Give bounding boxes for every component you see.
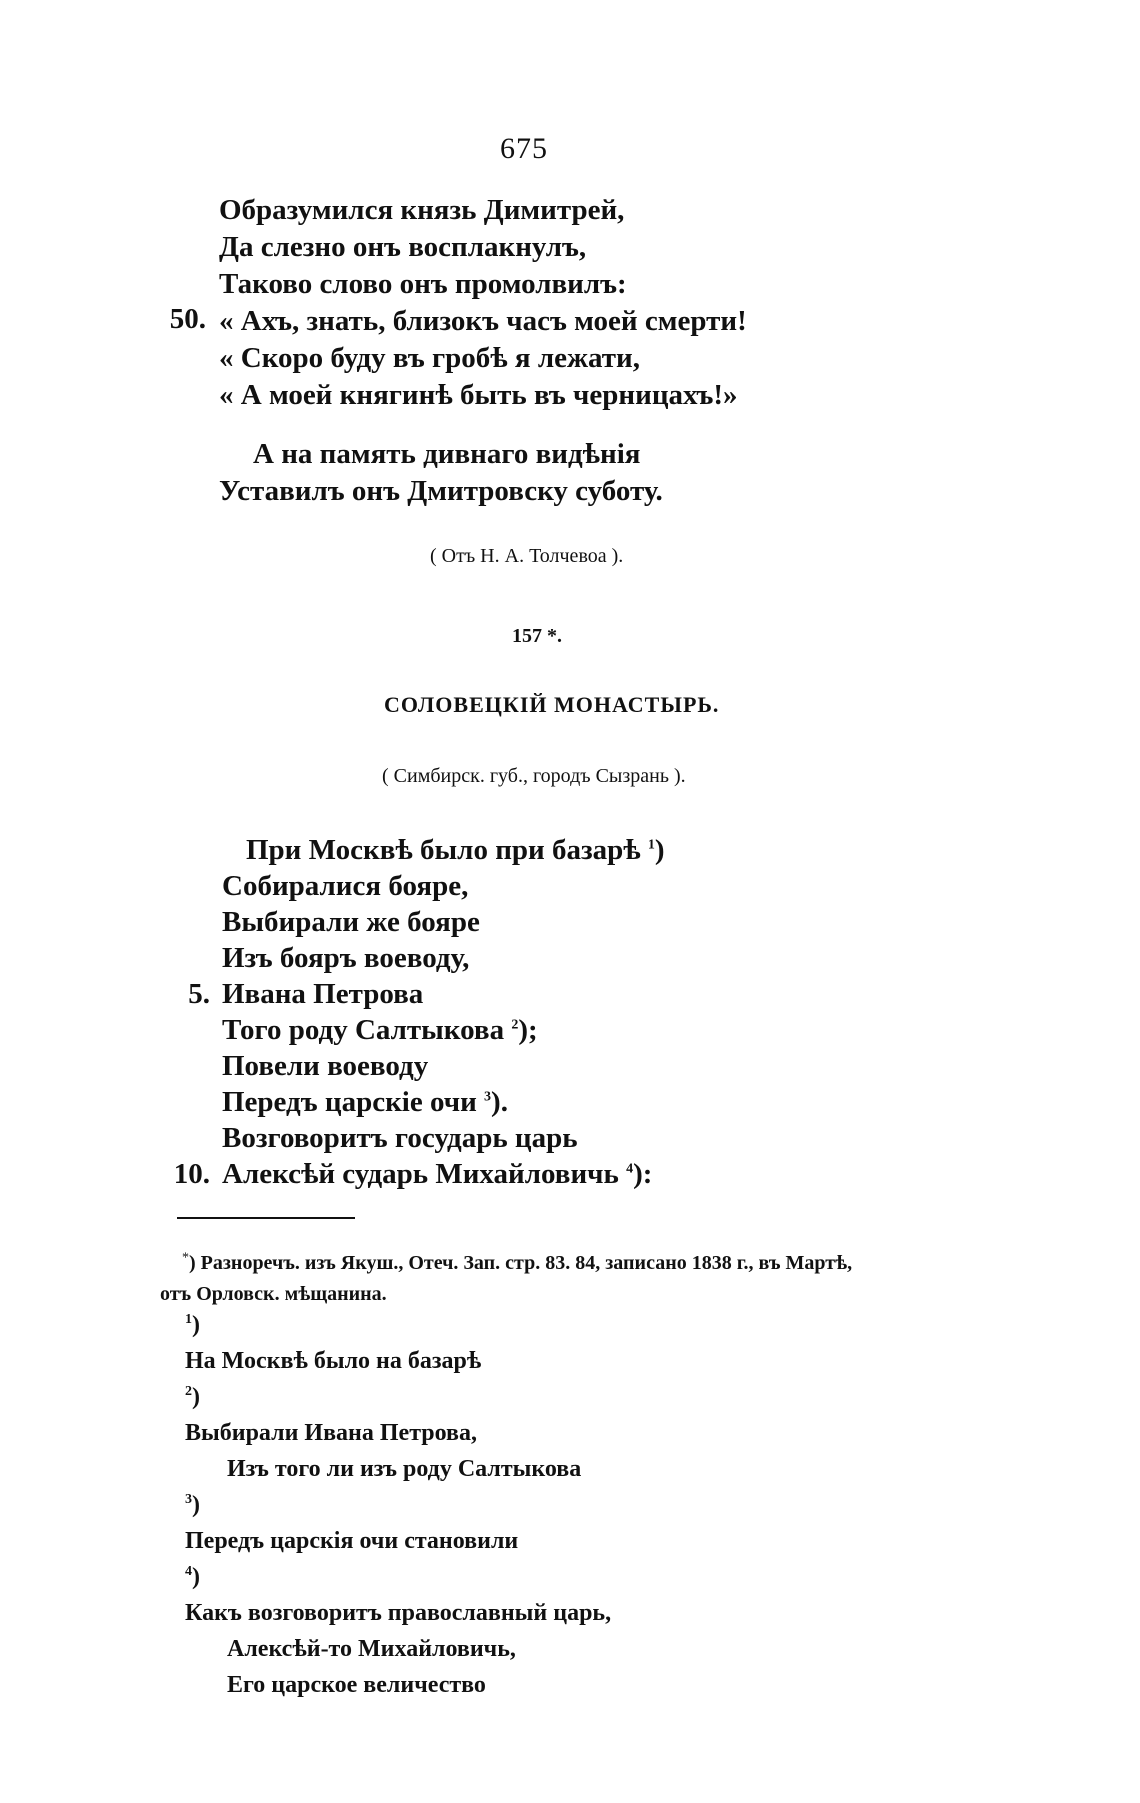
verse-line: Передъ царскіе очи $^3$). [222, 1086, 508, 1118]
footnote-4-cont: Его царское величество [227, 1672, 486, 1698]
line-number: 10. [173, 1158, 210, 1190]
verse-row [130, 940, 830, 976]
verse-line: Уставилъ онъ Дмитровску суботу. [219, 475, 663, 507]
verse-row [130, 1048, 830, 1084]
line-number-50: 50. [169, 303, 206, 335]
verse-row [130, 1084, 830, 1120]
page-number: 675 [500, 132, 548, 165]
footnotes-list [185, 1307, 611, 1703]
verse-row [130, 868, 830, 904]
verse-row [130, 976, 830, 1012]
verse-line: Таково слово онъ промолвилъ: [219, 268, 627, 300]
footnote-1: $^1$) На Москвѣ было на базарѣ [185, 1312, 482, 1374]
verse-line: Того роду Салтыкова $^2$); [222, 1014, 538, 1046]
verse-row [130, 1012, 830, 1048]
verse-line: « А моей княгинѣ быть въ черницахъ!» [219, 379, 738, 411]
verse-line: Да слезно онъ восплакнулъ, [219, 231, 587, 263]
verse-row [130, 1120, 830, 1156]
footnote-star-line: *) Разноречъ. изъ Якуш., Отеч. Зап. стр. 83. 84, записано 1838 г., въ Мартѣ, [182, 1250, 853, 1274]
verse-line: « Скоро буду въ гробѣ я лежати, [219, 342, 640, 374]
verse-line: Повели воеводу [222, 1050, 429, 1082]
verse-line: Образумился князь Димитрей, [219, 194, 625, 226]
song-title: СОЛОВЕЦКІЙ МОНАСТЫРЬ. [384, 692, 720, 717]
verse-line: Алексѣй сударь Михайловичь $^4$): [222, 1158, 653, 1190]
stanza-2 [219, 436, 663, 510]
verse-row [130, 904, 830, 940]
verse-row [130, 1156, 830, 1192]
footnote-4: $^4$) Какъ возговоритъ православный царь, [185, 1564, 612, 1626]
verse-line: Изъ бояръ воеводу, [222, 942, 470, 974]
footnote-2-cont: Изъ того ли изъ роду Салтыкова [227, 1456, 582, 1482]
verse-line: При Москвѣ было при базарѣ $^1$) [246, 834, 665, 866]
stanza-1 [219, 192, 747, 414]
footnote-star [160, 1245, 852, 1307]
verse-line: А на память дивнаго видѣнія [253, 438, 641, 470]
footnote-2: $^2$) Выбирали Ивана Петрова, [185, 1384, 477, 1446]
verse-line: Выбирали же бояре [222, 906, 480, 938]
verse-line: Возговоритъ государь царь [222, 1122, 578, 1154]
verse-line: « Ахъ, знать, близокъ часъ моей смерти! [219, 305, 747, 337]
footnote-star-line: отъ Орловск. мѣщанина. [160, 1283, 387, 1305]
footnote-divider [177, 1217, 355, 1219]
footnote-4-cont: Алексѣй-то Михайловичь, [227, 1636, 516, 1662]
verse-line: Ивана Петрова [222, 978, 424, 1010]
verse-row [130, 832, 830, 868]
song-number: 157 *. [512, 625, 562, 647]
source-attribution: ( Отъ Н. А. Толчевоа ). [430, 545, 624, 567]
line-number: 5. [188, 978, 210, 1010]
verse-line: Собиралися бояре, [222, 870, 469, 902]
song-verses [130, 832, 830, 1192]
footnote-3: $^3$) Передъ царскія очи становили [185, 1492, 519, 1554]
song-location: ( Симбирск. губ., городъ Сызрань ). [382, 765, 686, 787]
